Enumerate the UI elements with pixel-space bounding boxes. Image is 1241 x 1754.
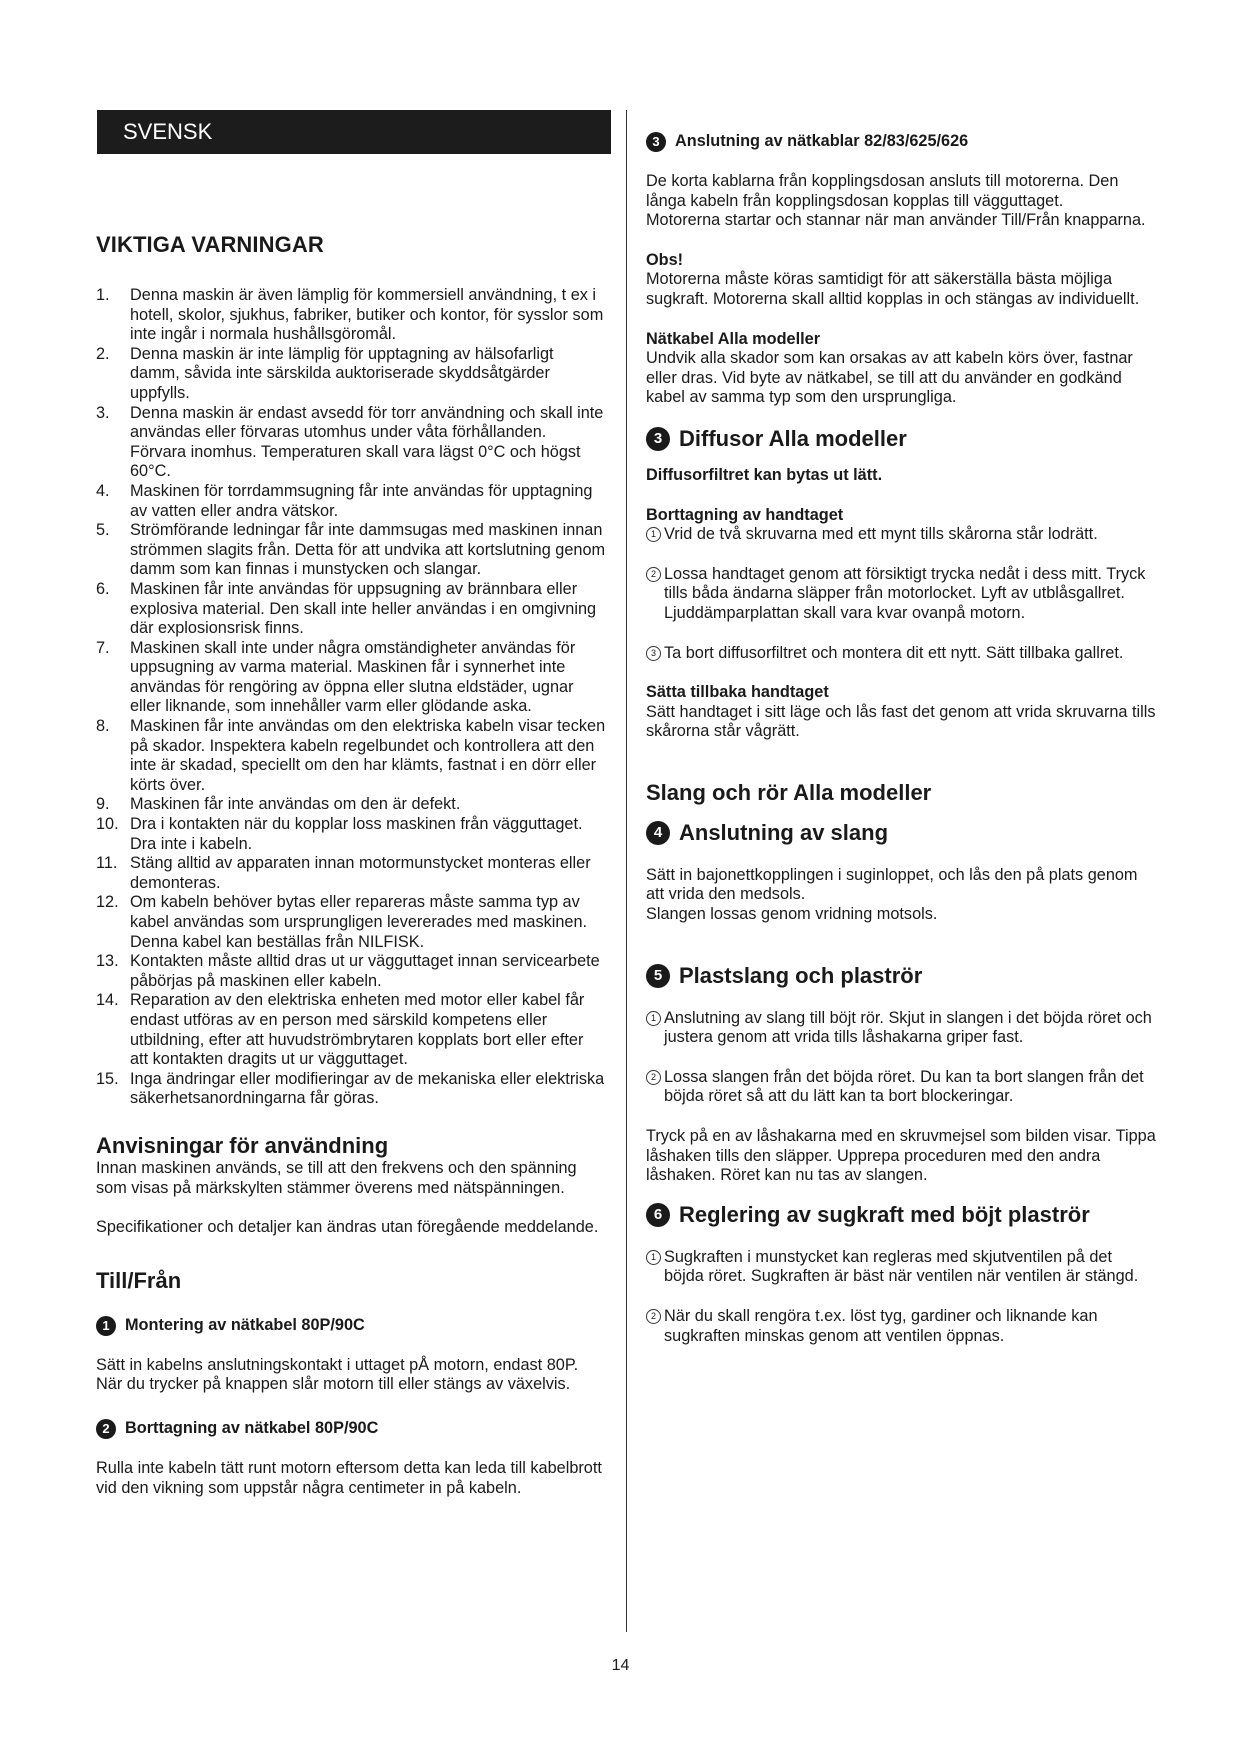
section-heading: 4 Anslutning av slang: [646, 820, 1156, 846]
body-paragraph: Undvik alla skador som kan orsakas av att kabeln körs över, fastnar eller dras. Vid byte av nätkabel, se till att du använder en godkänd kabel av samma typ som den ursprungliga.: [646, 349, 1133, 407]
list-item: 14. Reparation av den elektriska enheten med motor eller kabel får endast utföras av en person med särskild kompetens eller utbildning, efter att huvudströmbrytaren kopplats bort eller efter att kontakten dragits ut ur vägguttaget.: [96, 991, 585, 1069]
body-paragraph: De korta kablarna från kopplingsdosan ansluts till motorerna. Den långa kabeln från kopplingsdosan kopplas till vägguttaget.: [646, 172, 1119, 210]
body-paragraph: Rulla inte kabeln tätt runt motorn eftersom detta kan leda till kabelbrott vid den vikning som uppstår några centimeter in på kabeln.: [96, 1458, 602, 1497]
usage-paragraph: Specifikationer och detaljer kan ändras utan föregående meddelande.: [96, 1218, 599, 1237]
subheading: Sätta tillbaka handtaget: [646, 683, 829, 702]
list-item: 12. Om kabeln behöver bytas eller repareras måste samma typ av kabel användas som ursprungligen levererades med maskinen. Denna kabel kan beställas från NILFISK.: [96, 893, 588, 951]
list-item: 9. Maskinen får inte användas om den är defekt.: [96, 795, 461, 814]
step-number-badge: 3: [646, 132, 666, 152]
body-paragraph: Motorerna startar och stannar när man använder Till/Från knapparna.: [646, 211, 1146, 230]
step-number-badge: 1: [96, 1316, 116, 1336]
list-item: 5. Strömförande ledningar får inte dammsugas med maskinen innan strömmen slagits från. Detta för att undvika att kortslutning genom damm som kan finnas i munstycken och slangar.: [96, 521, 606, 579]
list-item: 4. Maskinen för torrdammsugning får inte användas för upptagning av vatten eller andra vätskor.: [96, 481, 593, 520]
step-number-badge: 5: [646, 964, 670, 988]
list-item: 1 Vrid de två skruvarna med ett mynt tills skårorna står lodrätt.: [646, 525, 1156, 545]
section-heading: 1 Montering av nätkabel 80P/90C: [96, 1316, 606, 1336]
onoff-title: Till/Från: [96, 1267, 182, 1293]
body-paragraph: Motorerna måste köras samtidigt för att säkerställa bästa möjliga sugkraft. Motorerna skall alltid kopplas in och stängas av individuellt.: [646, 270, 1140, 308]
list-item: 2. Denna maskin är inte lämplig för upptagning av hälsofarligt damm, såvida inte särskilda auktoriserade skyddsåtgärder uppfylls.: [96, 344, 554, 402]
list-item: 2 Lossa handtaget genom att försiktigt trycka nedåt i dess mitt. Tryck tills båda ändarna släpper från motorlocket. Lyft av utblåsgallret. Ljuddämparplattan skall vara kvar ovanpå motorn.: [646, 565, 1156, 624]
subheading: Diffusorfiltret kan bytas ut lätt.: [646, 465, 883, 484]
body-paragraph: Sätt handtaget i sitt läge och lås fast det genom att vrida skruvarna tills skårorna står vågrätt.: [646, 702, 1156, 741]
hose-title: Slang och rör Alla modeller: [646, 779, 932, 805]
section-heading: 6 Reglering av sugkraft med böjt plaströr: [646, 1202, 1156, 1228]
list-item: 6. Maskinen får inte användas för uppsugning av brännbara eller explosiva material. Den skall inte heller användas i en omgivning där explosionsrisk finns.: [96, 579, 597, 638]
body-paragraph: När du trycker på knappen slår motorn till eller stängs av växelvis.: [96, 1375, 571, 1394]
body-paragraph: Sätt in kabelns anslutningskontakt i uttaget pÅ motorn, endast 80P.: [96, 1355, 579, 1374]
list-item: 15. Inga ändringar eller modifieringar av de mekaniska eller elektriska säkerhetsanordningarna får göras.: [96, 1069, 605, 1108]
step-circle: 2: [646, 1070, 661, 1085]
list-item: 1. Denna maskin är även lämplig för kommersiell användning, t ex i hotell, skolor, sjukhus, fabriker, butiker och kontor, för sysslor som inte ingår i normala hushållsgöromål.: [96, 286, 604, 344]
right-column: [646, 110, 1156, 1346]
step-circle: 1: [646, 1011, 661, 1026]
list-item: 2 När du skall rengöra t.ex. löst tyg, gardiner och liknande kan sugkraften minskas genom att ventilen öppnas.: [646, 1307, 1156, 1346]
step-circle: 3: [646, 646, 661, 661]
column-divider: [626, 110, 627, 1632]
section-heading: 2 Borttagning av nätkabel 80P/90C: [96, 1419, 606, 1439]
list-item: 8. Maskinen får inte användas om den elektriska kabeln visar tecken på skador. Inspektera kabeln regelbundet och kontrollera att den inte är skadad, speciellt om den har klämts, fastnat i en dörr eller körts över.: [96, 717, 606, 794]
left-column: [96, 110, 606, 1498]
list-item: 11. Stäng alltid av apparaten innan motormunstycket monteras eller demonteras.: [96, 854, 591, 892]
step-number-badge: 3: [646, 427, 670, 451]
body-paragraph: Sätt in bajonettkopplingen i suginloppet, och lås den på plats genom att vrida den medsols.: [646, 865, 1138, 904]
list-item: 3. Denna maskin är endast avsedd för torr användning och skall inte användas eller förvaras utomhus under våta förhållanden. Förvara inomhus. Temperaturen skall vara lägst 0°C och högst 60°C.: [96, 403, 604, 481]
step-circle: 1: [646, 527, 661, 542]
list-item: 7. Maskinen skall inte under några omständigheter användas för uppsugning av varma material. Maskinen får i synnerhet inte användas för rengöring av öppna eller slutna eldstäder, ugnar eller liknande, som innehåller varm eller glödande aska.: [96, 638, 576, 716]
section-heading: 3 Anslutning av nätkablar 82/83/625/626: [646, 132, 1156, 152]
language-header: SVENSK: [97, 110, 611, 154]
subheading: Obs!: [646, 250, 684, 269]
warnings-title: VIKTIGA VARNINGAR: [96, 232, 324, 257]
warnings-list: [96, 286, 606, 1109]
step-number-badge: 2: [96, 1419, 116, 1439]
step-number-badge: 4: [646, 821, 670, 845]
list-item: 10. Dra i kontakten när du kopplar loss maskinen från vägguttaget. Dra inte i kabeln.: [96, 815, 583, 853]
usage-title: Anvisningar för användning: [96, 1132, 389, 1158]
step-circle: 1: [646, 1250, 661, 1265]
step-circle: 2: [646, 567, 661, 582]
section-heading: 5 Plastslang och plaströr: [646, 963, 1156, 989]
list-item: 2 Lossa slangen från det böjda röret. Du kan ta bort slangen från det böjda röret så att du lätt kan ta bort blockeringar.: [646, 1068, 1156, 1107]
section-heading: 3 Diffusor Alla modeller: [646, 426, 1156, 452]
subheading: Borttagning av handtaget: [646, 505, 844, 524]
body-paragraph: Slangen lossas genom vridning motsols.: [646, 905, 938, 924]
usage-paragraph: Innan maskinen används, se till att den frekvens och den spänning som visas på märkskylten stämmer överens med nätspänningen.: [96, 1158, 577, 1197]
page-number: 14: [611, 1657, 630, 1674]
list-item: 13. Kontakten måste alltid dras ut ur vägguttaget innan servicearbete påbörjas på maskinen eller kabeln.: [96, 952, 600, 990]
step-number-badge: 6: [646, 1203, 670, 1227]
body-paragraph: Tryck på en av låshakarna med en skruvmejsel som bilden visar. Tippa låshaken tills den släpper. Upprepa proceduren med den andra låshaken. Röret kan nu tas av slangen.: [646, 1127, 1156, 1185]
step-circle: 2: [646, 1309, 661, 1324]
list-item: 1 Sugkraften i munstycket kan regleras med skjutventilen på det böjda röret. Sugkraften är bäst när ventilen när ventilen är stängd.: [646, 1248, 1156, 1287]
list-item: 3 Ta bort diffusorfiltret och montera dit ett nytt. Sätt tillbaka gallret.: [646, 644, 1156, 664]
subheading: Nätkabel Alla modeller: [646, 329, 821, 348]
list-item: 1 Anslutning av slang till böjt rör. Skjut in slangen i det böjda röret och justera genom att vrida tills låshakarna griper fast.: [646, 1009, 1156, 1048]
